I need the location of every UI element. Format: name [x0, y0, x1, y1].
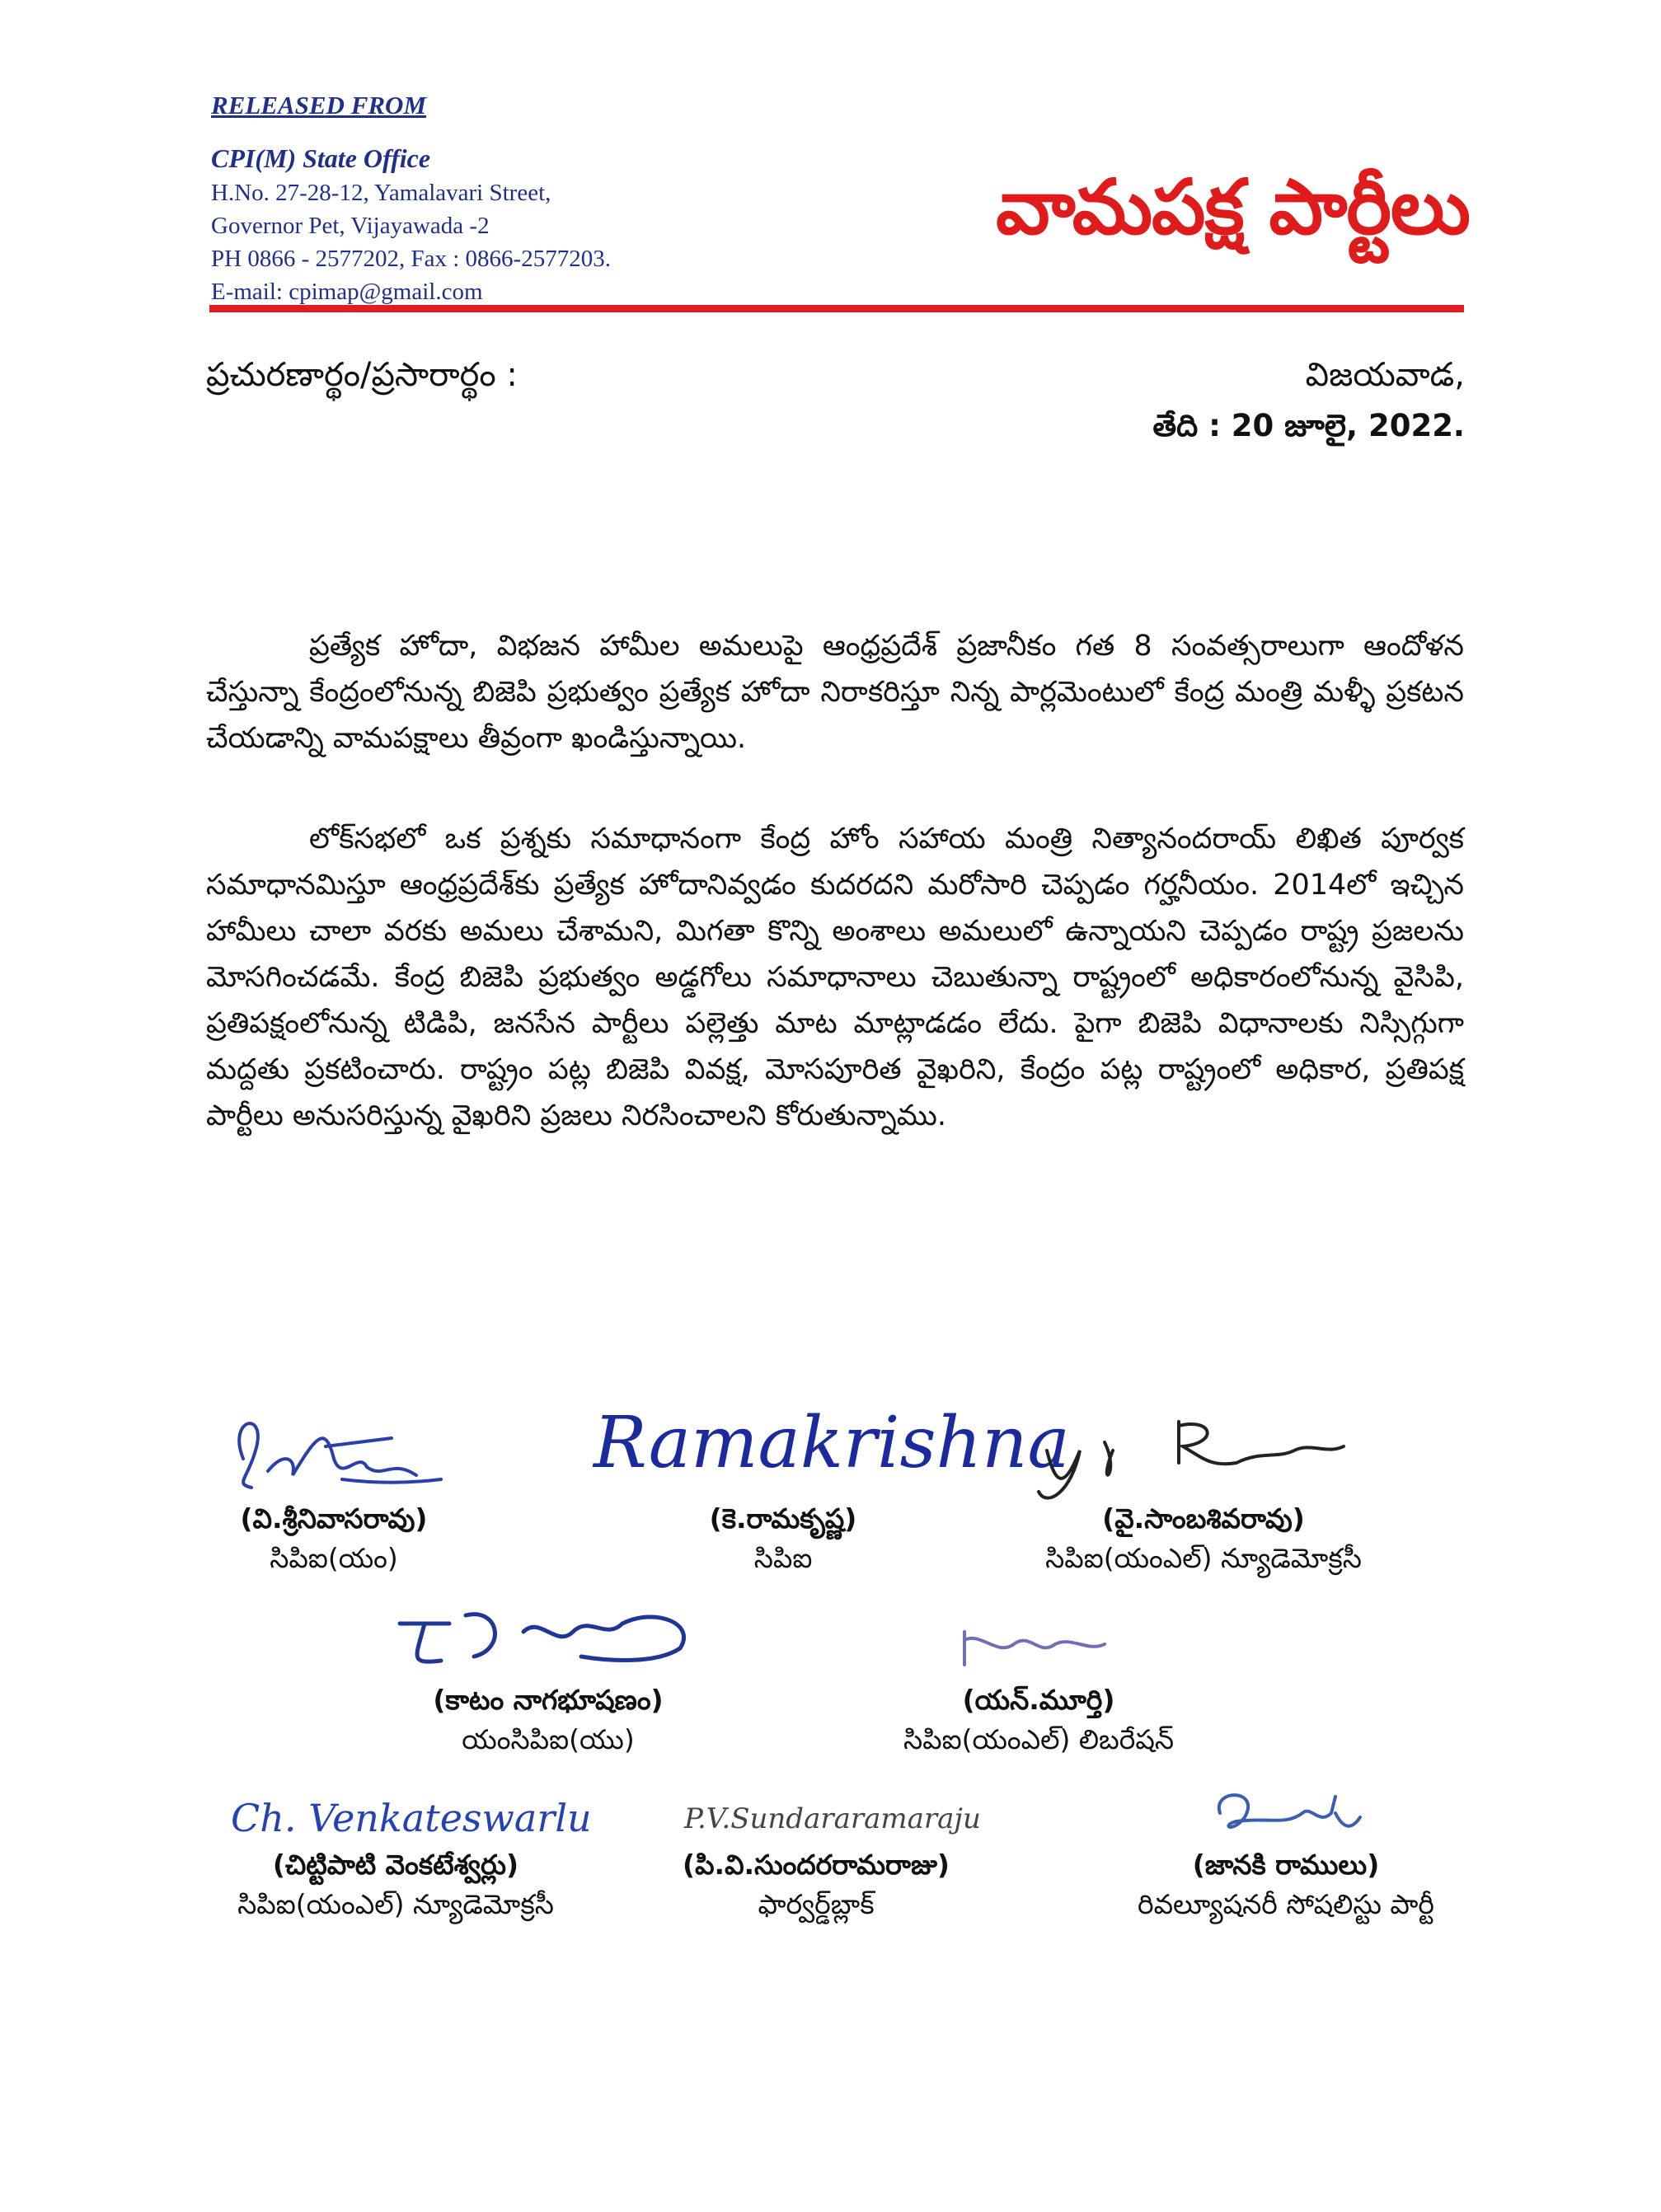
signatory-name: (యన్.మూర్తి)	[962, 1684, 1115, 1716]
signatory-name: (జానకి రాములు)	[1192, 1849, 1380, 1881]
signature-8-mark	[1187, 1780, 1385, 1846]
signature-7-text: P.V.Sundararamaraju	[684, 1802, 981, 1835]
release-date: తేది : 20 జూలై, 2022.	[1152, 408, 1465, 443]
signatory-party: సిపిఐ(యం)	[270, 1542, 398, 1574]
body-paragraph-2	[206, 816, 1464, 1139]
signature-2-mark	[585, 1393, 1070, 1500]
released-from-label: RELEASED FROM	[211, 91, 427, 120]
signatory-8	[1096, 1780, 1476, 1925]
signatory-party: యంసిపిఐ(యు)	[462, 1723, 635, 1755]
signatory-3	[989, 1401, 1418, 1579]
signatory-name: (వి.శ్రీనివాసరావు)	[240, 1502, 428, 1535]
signature-7-mark	[676, 1780, 981, 1846]
signatory-5	[857, 1607, 1220, 1760]
body-paragraph-1	[206, 623, 1464, 762]
address-line-1: H.No. 27-28-12, Yamalavari Street,	[211, 180, 551, 206]
signatory-name: (కె.రామకృష్ణ)	[709, 1502, 857, 1535]
signatory-7	[643, 1780, 989, 1925]
signatory-name: (పి.వి.సుందరరామరాజు)	[682, 1849, 950, 1881]
address-line-2: Governor Pet, Vijayawada -2	[211, 213, 490, 239]
release-label: ప్రచురణార్థం/ప్రసారార్థం :	[206, 356, 518, 394]
signatory-name: (వై.సాంబశివరావు)	[1102, 1502, 1305, 1535]
paragraph-text: లోక్‌సభలో ఒక ప్రశ్నకు సమాధానంగా కేంద్ర హోం సహాయ మంత్రి నిత్యానందరాయ్ లిఖిత పూర్వక సమాధానమిస్తూ ఆంధ్రప్రదేశ్‌కు ప్రత్యేక హోదానివ్వడం కుదరదని మరోసారి చెప్పడం గర్హనీయం. 2014లో ఇచ్చిన హామీలు చాలా వరకు అమలు చేశామని, మిగతా కొన్ని అంశాలు అమలులో ఉన్నాయని చెప్పడం రాష్ట్ర ప్రజలను మోసగించడమే. కేంద్ర బిజెపి ప్రభుత్వం అడ్డగోలు సమాధానాలు చెబుతున్నా రాష్ట్రంలో అధికారంలోనున్న వైసిపి, ప్రతిపక్షంలోనున్న టిడిపి, జనసేన పార్టీలు పల్లెత్తు మాట మాట్లాడడం లేదు. పైగా బిజెపి విధానాలకు నిస్సిగ్గుగా మద్దతు ప్రకటించారు. రాష్ట్రం పట్ల బిజెపి వివక్ష, మోసపూరిత వైఖరిని, కేంద్రం పట్ల రాష్ట్రంలో అధికార, ప్రతిపక్ష పార్టీలు అనుసరిస్తున్న వైఖరిని ప్రజలు నిరసించాలని కోరుతున్నాము.	[206, 822, 1464, 1132]
signature-1-mark	[218, 1401, 449, 1500]
signatory-party: సిపిఐ	[753, 1542, 813, 1574]
signature-2-text: Ramakrishna	[594, 1402, 1070, 1484]
signatory-party: ఫార్వర్డ్‌బ్లాక్	[758, 1888, 875, 1920]
party-title: వామపక్ష పార్టీలు	[996, 163, 1470, 251]
header-divider	[209, 305, 1464, 312]
signature-6-text: Ch. Venkateswarlu	[231, 1796, 592, 1840]
signatory-party: సిపిఐ(యంఎల్) లిబరేషన్	[903, 1723, 1175, 1755]
office-name: CPI(M) State Office	[211, 143, 431, 173]
signatory-name: (కాటం నాగభూషణం)	[433, 1684, 664, 1716]
signatory-party: రివల్యూషనరీ సోషలిస్టు పార్టీ	[1138, 1888, 1434, 1920]
letterhead-address-block	[211, 89, 673, 308]
signature-5-mark	[948, 1607, 1129, 1681]
release-place: విజయవాడ,	[1305, 356, 1465, 394]
phone-fax: PH 0866 - 2577202, Fax : 0866-2577203.	[211, 246, 611, 272]
signatory-2	[577, 1393, 1070, 1579]
signatory-party: సిపిఐ(యంఎల్) న్యూడెమోక్రసీ	[237, 1888, 554, 1920]
signature-4-mark	[375, 1591, 721, 1681]
signatory-1	[198, 1401, 470, 1579]
signatory-name: (చిట్టిపాటి వెంకటేశ్వర్లు)	[272, 1849, 519, 1881]
email-address: E-mail: cpimap@gmail.com	[211, 279, 483, 305]
signature-6-mark	[223, 1780, 592, 1846]
paragraph-text: ప్రత్యేక హోదా, విభజన హామీల అమలుపై ఆంధ్రప్రదేశ్ ప్రజానీకం గత 8 సంవత్సరాలుగా ఆందోళన చేస్తున్నా కేంద్రంలోనున్న బిజెపి ప్రభుత్వం ప్రత్యేక హోదా నిరాకరిస్తూ నిన్న పార్లమెంటులో కేంద్ర మంత్రి మళ్ళీ ప్రకటన చేయడాన్ని వామపక్షాలు తీవ్రంగా ఖండిస్తున్నాయి.	[206, 630, 1464, 755]
signatory-6	[190, 1780, 602, 1925]
signatory-4	[363, 1591, 734, 1760]
signatory-party: సిపిఐ(యంఎల్) న్యూడెమోక్రసీ	[1045, 1542, 1362, 1574]
signature-3-mark	[1014, 1401, 1393, 1500]
